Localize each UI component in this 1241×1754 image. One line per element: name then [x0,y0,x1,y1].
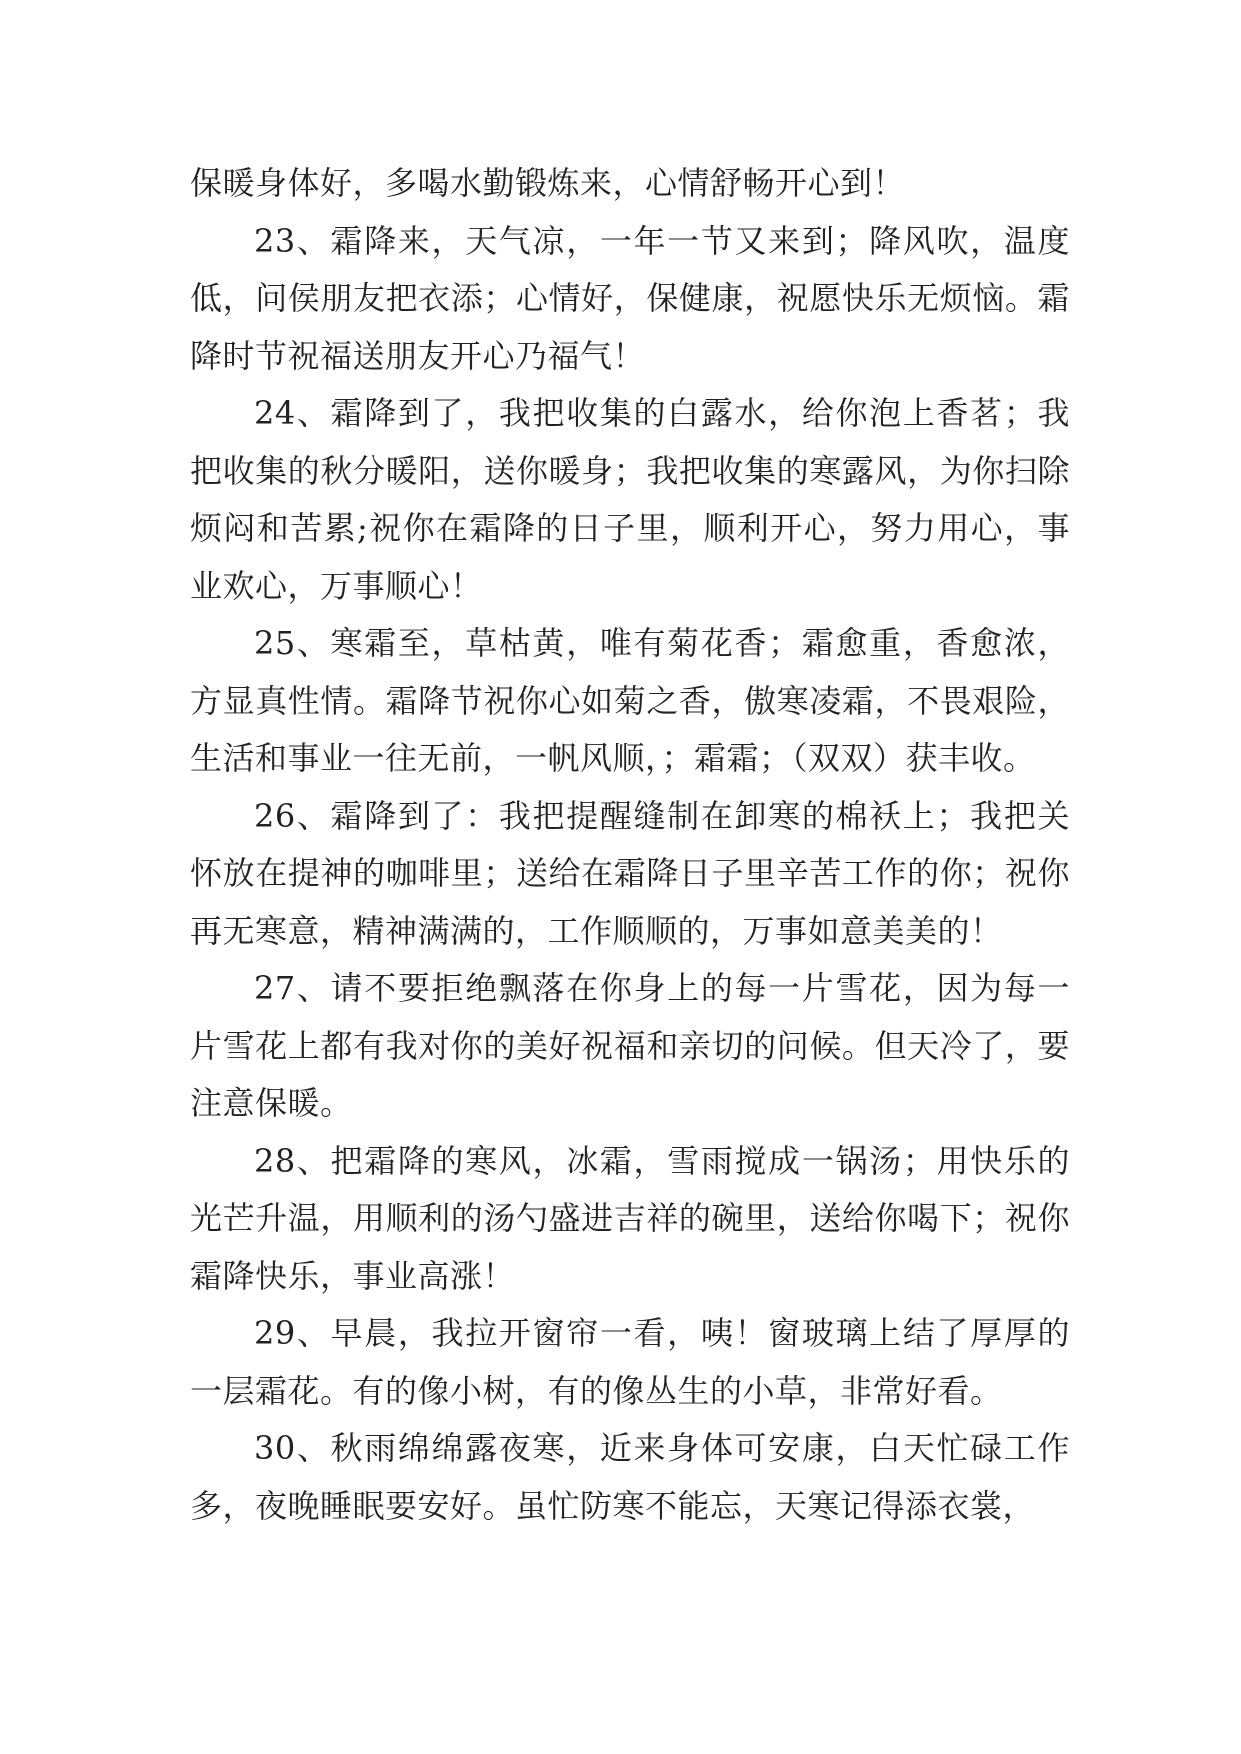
document-body [190,155,1070,1535]
paragraph-29: 29、早晨，我拉开窗帘一看，咦！窗玻璃上结了厚厚的一层霜花。有的像小树，有的像丛生的小草，非常好看。 [190,1314,1070,1410]
paragraph-25: 25、寒霜至，草枯黄，唯有菊花香；霜愈重，香愈浓，方显真性情。霜降节祝你心如菊之香，傲寒凌霜，不畏艰险，生活和事业一往无前，一帆风顺，；霜霜；（双双）获丰收。 [190,624,1070,777]
paragraph-continuation: 保暖身体好，多喝水勤锻炼来，心情舒畅开心到！ [190,164,906,202]
paragraph-26: 26、霜降到了：我把提醒缝制在卸寒的棉袄上；我把关怀放在提神的咖啡里；送给在霜降日子里辛苦工作的你；祝你再无寒意，精神满满的，工作顺顺的，万事如意美美的！ [190,796,1070,950]
paragraph-24: 24、霜降到了，我把收集的白露水，给你泡上香茗；我把收集的秋分暖阳，送你暖身；我把收集的寒露风，为你扫除烦闷和苦累;祝你在霜降的日子里，顺利开心，努力用心，事业欢心，万事顺心！ [190,394,1070,605]
paragraph-30: 30、秋雨绵绵露夜寒，近来身体可安康，白天忙碌工作多，夜晚睡眠要安好。虽忙防寒不能忘，天寒记得添衣裳， [190,1429,1070,1525]
paragraph-27: 27、请不要拒绝飘落在你身上的每一片雪花，因为每一片雪花上都有我对你的美好祝福和亲切的问候。但天冷了，要注意保暖。 [190,969,1070,1122]
paragraph-28: 28、把霜降的寒风，冰霜，雪雨搅成一锅汤；用快乐的光芒升温，用顺利的汤勺盛进吉祥的碗里，送给你喝下；祝你霜降快乐，事业高涨！ [190,1141,1070,1295]
paragraph-23: 23、霜降来，天气凉，一年一节又来到；降风吹，温度低，问侯朋友把衣添；心情好，保健康，祝愿快乐无烦恼。霜降时节祝福送朋友开心乃福气！ [190,221,1070,375]
